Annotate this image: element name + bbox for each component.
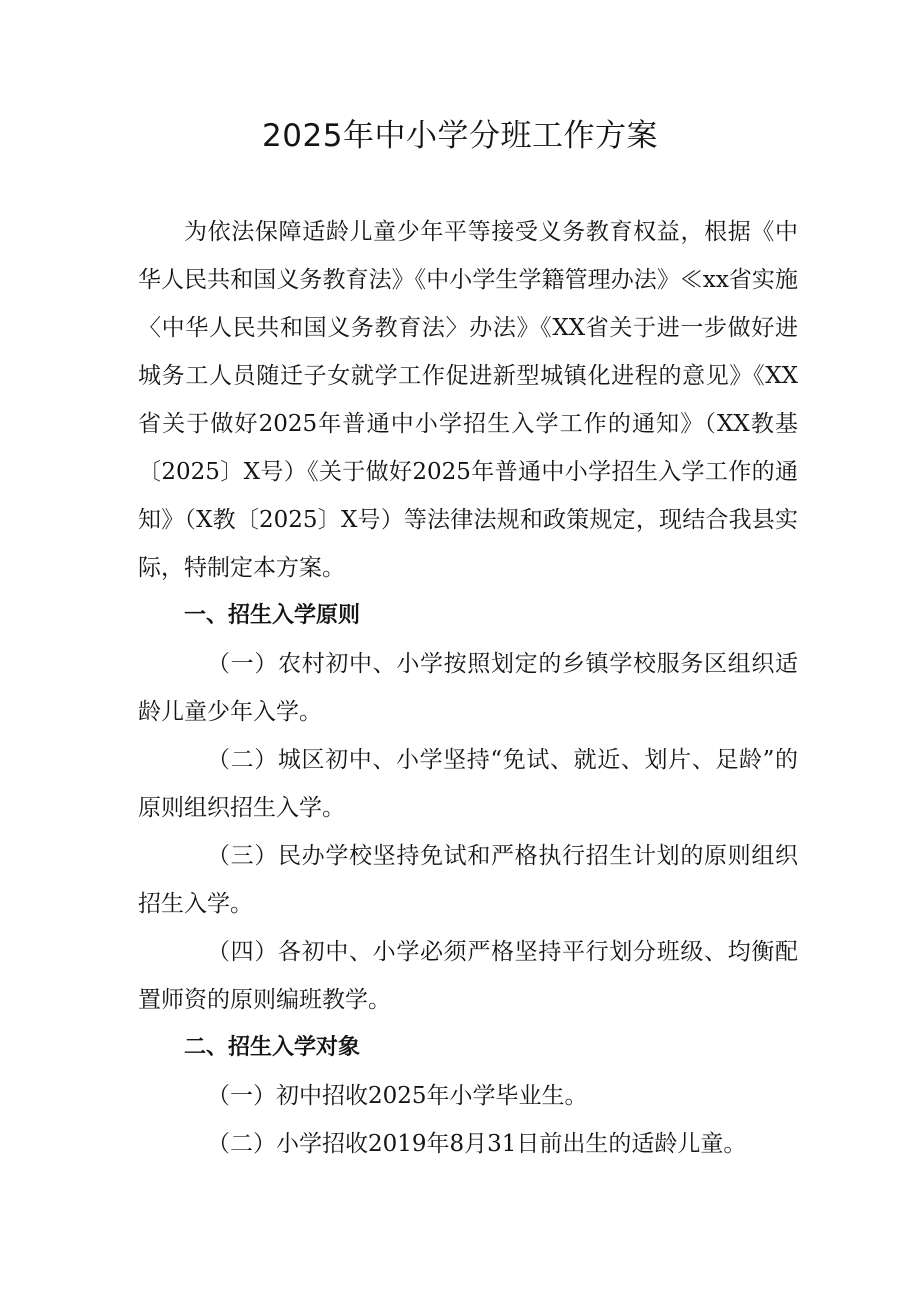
principle-item-4: （四）各初中、小学必须严格坚持平行划分班级、均衡配置师资的原则编班教学。 <box>138 939 798 1013</box>
target-item-1: （一）初中招收2025年小学毕业生。 <box>207 1083 588 1109</box>
principle-item-3: （三）民办学校坚持免试和严格执行招生计划的原则组织招生入学。 <box>138 843 798 917</box>
principle-item-1: （一）农村初中、小学按照划定的乡镇学校服务区组织适龄儿童少年入学。 <box>138 651 798 725</box>
principle-item-2: （二）城区初中、小学坚持“免试、就近、划片、足龄”的原则组织招生入学。 <box>138 747 798 821</box>
section-heading-principles: 一、招生入学原则 <box>184 603 361 628</box>
section-heading-targets: 二、招生入学对象 <box>184 1035 361 1060</box>
intro-paragraph: 为依法保障适龄儿童少年平等接受义务教育权益，根据《中华人民共和国义务教育法》《中小学生学籍管理办法》≪xx省实施〈中华人民共和国义务教育法〉办法》《XX省关于进一步做好进城务工人员随迁子女就学工作促进新型城镇化进程的意见》《XX省关于做好2025年普通中小学招生入学工作的通知》（XX教基〔2025〕X号）《关于做好2025年普通中小学招生入学工作的通知》（X教〔2025〕X号）等法律法规和政策规定，现结合我县实际，特制定本方案。 <box>138 219 798 581</box>
document-body <box>138 208 798 1168</box>
target-item-2: （二）小学招收2019年8月31日前出生的适龄儿童。 <box>207 1131 747 1157</box>
document-title: 2025年中小学分班工作方案 <box>262 118 658 154</box>
